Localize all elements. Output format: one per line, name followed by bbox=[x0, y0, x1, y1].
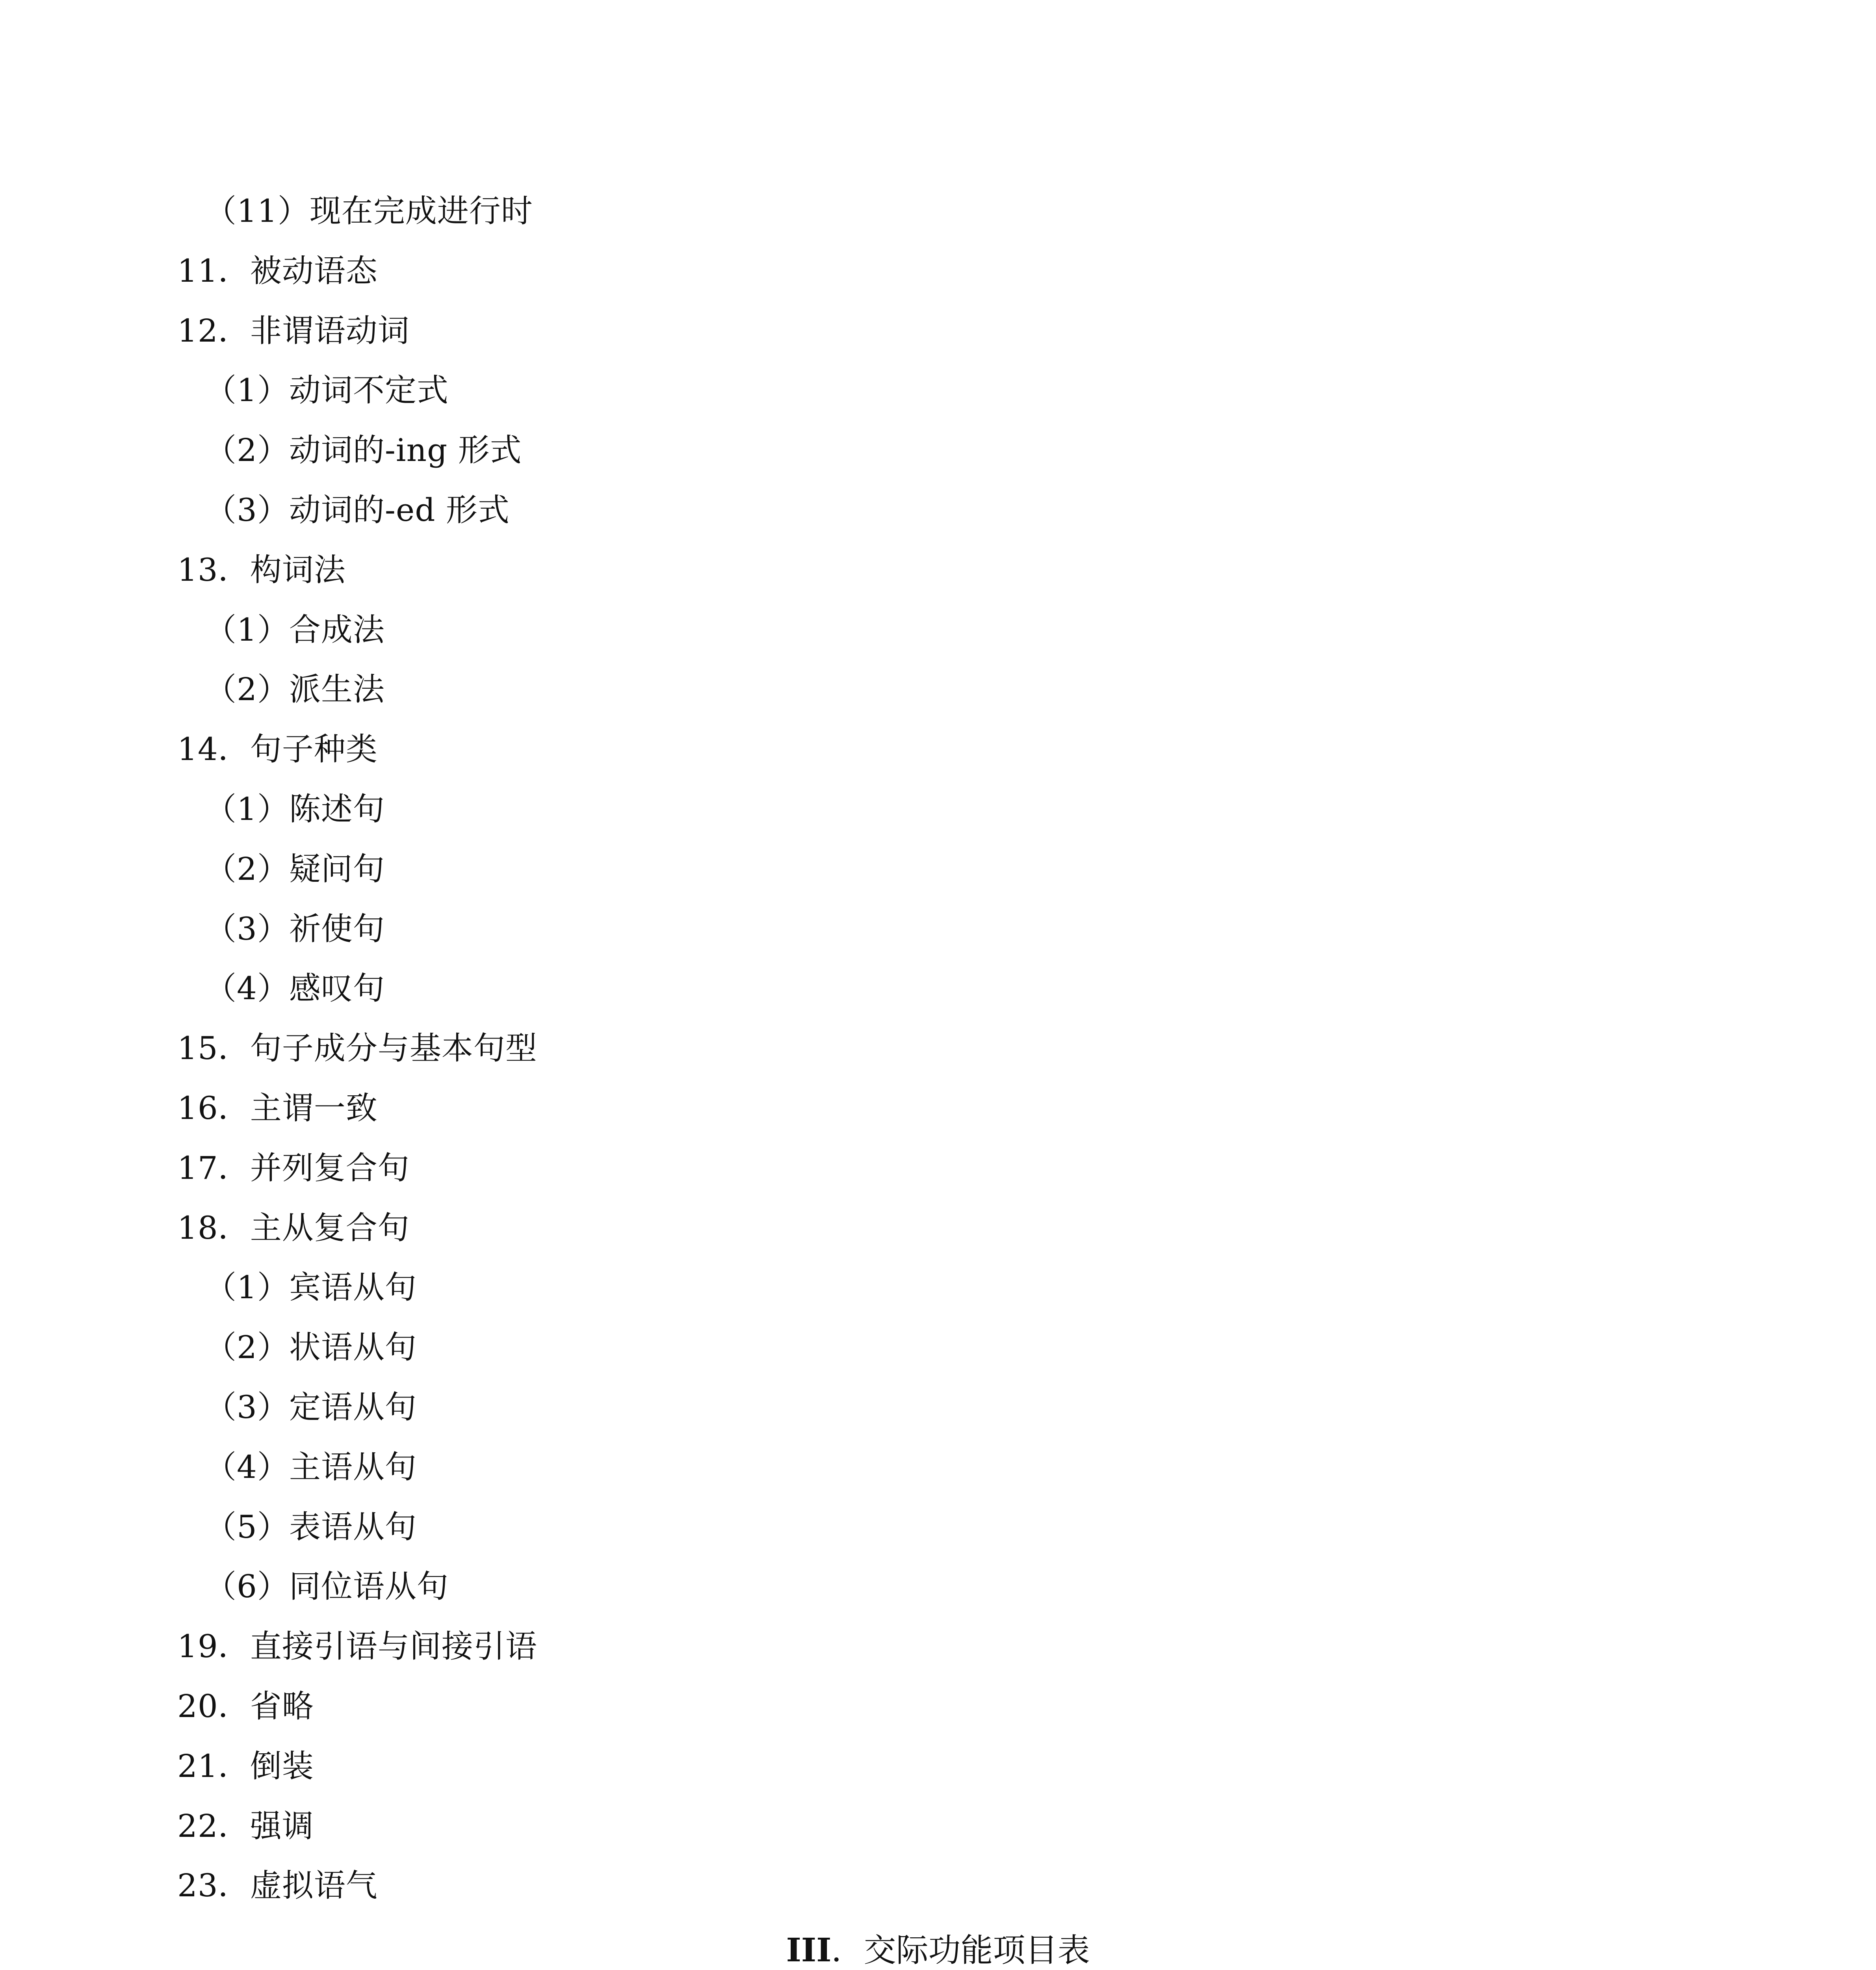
grammar-item: 20．省略 bbox=[177, 1688, 314, 1725]
grammar-item: 15．句子成分与基本句型 bbox=[177, 1030, 537, 1067]
grammar-item: 23．虚拟语气 bbox=[177, 1867, 378, 1904]
grammar-subitem: （2）动词的-ing 形式 bbox=[205, 432, 522, 469]
grammar-items-list bbox=[177, 181, 1714, 1916]
grammar-item: 13．构词法 bbox=[177, 551, 346, 588]
grammar-subitem: （1）陈述句 bbox=[205, 790, 385, 827]
grammar-item: 19．直接引语与间接引语 bbox=[177, 1628, 537, 1665]
grammar-item: 22．强调 bbox=[177, 1807, 314, 1844]
section-title-text: ．交际功能项目表 bbox=[831, 1932, 1090, 1969]
grammar-subitem: （11）现在完成进行时 bbox=[205, 193, 533, 229]
grammar-subitem: （2）派生法 bbox=[205, 671, 385, 708]
grammar-item: 18．主从复合句 bbox=[177, 1209, 410, 1246]
grammar-subitem: （3）祈使句 bbox=[205, 910, 385, 947]
grammar-subitem: （3）动词的-ed 形式 bbox=[205, 491, 510, 528]
section-heading bbox=[0, 1923, 1876, 1970]
grammar-subitem: （4）主语从句 bbox=[205, 1448, 417, 1485]
grammar-subitem: （1）宾语从句 bbox=[205, 1269, 417, 1306]
grammar-subitem: （2）疑问句 bbox=[205, 850, 385, 887]
grammar-item: 16．主谓一致 bbox=[177, 1089, 378, 1126]
grammar-subitem: （1）合成法 bbox=[205, 611, 385, 648]
grammar-subitem: （1）动词不定式 bbox=[205, 372, 449, 409]
grammar-subitem: （3）定语从句 bbox=[205, 1388, 417, 1425]
grammar-item: 17．并列复合句 bbox=[177, 1149, 410, 1186]
grammar-subitem: （5）表语从句 bbox=[205, 1508, 417, 1545]
grammar-subitem: （4）感叹句 bbox=[205, 970, 385, 1007]
grammar-item: 11．被动语态 bbox=[177, 252, 378, 289]
grammar-subitem: （2）状语从句 bbox=[205, 1329, 417, 1366]
section-roman-numeral: III bbox=[786, 1931, 832, 1969]
grammar-item: 12．非谓语动词 bbox=[177, 312, 410, 349]
grammar-item: 14．句子种类 bbox=[177, 731, 378, 768]
grammar-item: 21．倒装 bbox=[177, 1747, 314, 1784]
grammar-subitem: （6）同位语从句 bbox=[205, 1568, 449, 1605]
